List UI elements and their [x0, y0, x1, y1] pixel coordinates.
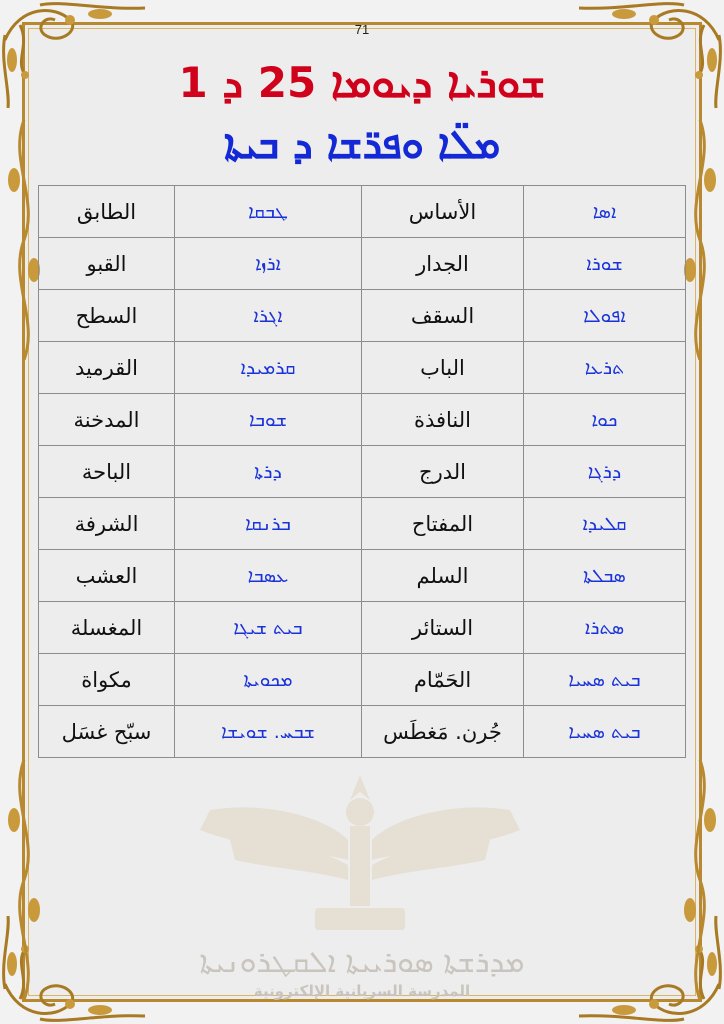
arabic-word: جُرن. مَغطَس: [362, 706, 524, 758]
arabic-word: الباب: [362, 342, 524, 394]
arabic-word: السلم: [362, 550, 524, 602]
syriac-word: ܐܓܪܐ: [175, 290, 362, 342]
syriac-word: ܣܒܠܬܐ: [524, 550, 686, 602]
syriac-word: ܐܪܙܐ: [175, 238, 362, 290]
school-emblem-icon: [190, 770, 530, 940]
arabic-word: المغسلة: [39, 602, 175, 654]
syriac-word: ܬܪܥܐ: [524, 342, 686, 394]
syriac-word: ܒܪܢܩܐ: [175, 498, 362, 550]
syriac-word: ܕܪܓܐ: [524, 446, 686, 498]
syriac-word: ܩܠܝܕܐ: [524, 498, 686, 550]
syriac-word: ܕܪܬܐ: [175, 446, 362, 498]
table-row: [39, 342, 686, 394]
table-row: [39, 238, 686, 290]
arabic-word: السطح: [39, 290, 175, 342]
table-row: [39, 446, 686, 498]
syriac-word: ܒܝܬ ܫܝܓܐ: [175, 602, 362, 654]
table-row: [39, 706, 686, 758]
lesson-title: ܫܘܪܝܐ ܕܝܘܡܐ 25 ܕ 1: [178, 58, 546, 107]
syriac-word: ܛܒܩܐ: [175, 186, 362, 238]
table-row: [39, 654, 686, 706]
arabic-word: الطابق: [39, 186, 175, 238]
arabic-word: مكواة: [39, 654, 175, 706]
table-row: [39, 550, 686, 602]
arabic-word: السقف: [362, 290, 524, 342]
arabic-word: الحَمّام: [362, 654, 524, 706]
arabic-word: النافذة: [362, 394, 524, 446]
arabic-word: المدخنة: [39, 394, 175, 446]
syriac-word: ܥܣܒܐ: [175, 550, 362, 602]
arabic-word: الأساس: [362, 186, 524, 238]
syriac-word: ܒܝܬ ܣܚܝܐ: [524, 706, 686, 758]
syriac-word: ܩܪܡܝܕܐ: [175, 342, 362, 394]
table-row: [39, 186, 686, 238]
syriac-word: ܫܒܚ. ܫܘܝܫܐ: [175, 706, 362, 758]
syriac-word: ܒܝܬ ܣܚܝܐ: [524, 654, 686, 706]
arabic-word: الجدار: [362, 238, 524, 290]
arabic-word: القبو: [39, 238, 175, 290]
table-row: [39, 290, 686, 342]
arabic-word: سبّح غسَل: [39, 706, 175, 758]
table-row: [39, 602, 686, 654]
arabic-word: الباحة: [39, 446, 175, 498]
arabic-word: القرميد: [39, 342, 175, 394]
page-number: 71: [354, 22, 370, 37]
arabic-word: الشرفة: [39, 498, 175, 550]
arabic-word: الدرج: [362, 446, 524, 498]
syriac-word: ܡܟܘܝܬܐ: [175, 654, 362, 706]
school-name-arabic: المدرسة السريانية الإلكترونية: [253, 982, 471, 1000]
topic-title: ܡܠ̈ܐ ܘܦܪ̈ܫܐ ܕ ܒܝܬܐ: [223, 122, 501, 168]
syriac-word: ܫܘܒܐ: [175, 394, 362, 446]
syriac-word: ܟܘܐ: [524, 394, 686, 446]
arabic-word: العشب: [39, 550, 175, 602]
syriac-word: ܐܦܘܠܐ: [524, 290, 686, 342]
syriac-word: ܐܣܐ: [524, 186, 686, 238]
syriac-word: ܣܬܪܐ: [524, 602, 686, 654]
arabic-word: المفتاح: [362, 498, 524, 550]
arabic-word: الستائر: [362, 602, 524, 654]
syriac-word: ܫܘܪܐ: [524, 238, 686, 290]
table-row: [39, 498, 686, 550]
table-row: [39, 394, 686, 446]
school-name-syriac: ܡܕܪܫܬܐ ܣܘܪܝܝܬܐ ܐܠܩܛܪܘܢܝܬܐ: [199, 945, 525, 980]
vocabulary-table: [38, 185, 686, 758]
